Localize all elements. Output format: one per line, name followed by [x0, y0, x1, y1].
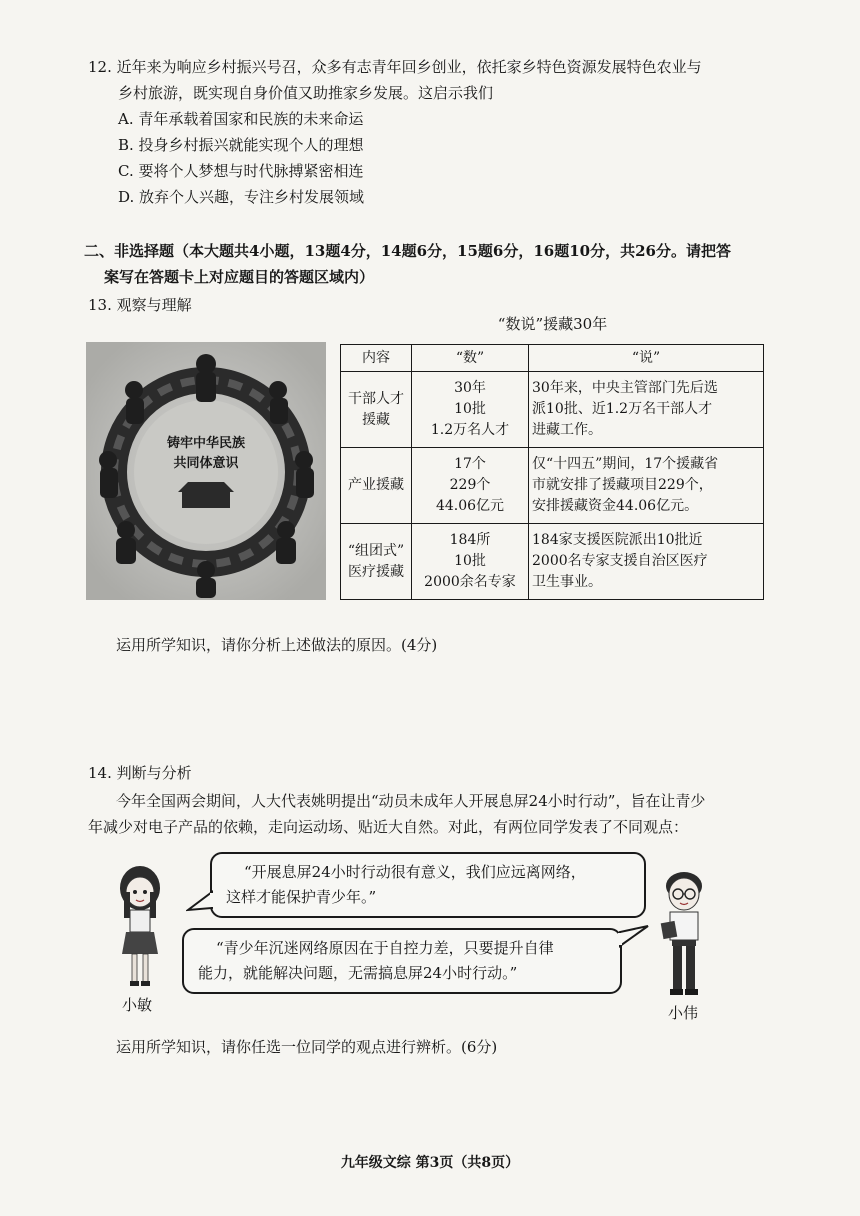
- table-cell-description: [529, 448, 764, 524]
- cell-line: 30年来，中央主管部门先后选: [532, 380, 718, 396]
- boy-bubble-tail: [616, 924, 650, 950]
- table-cell-content: [341, 372, 412, 448]
- q12-stem-line2: 乡村旅游，既实现自身价值又助推家乡发展。这启示我们: [118, 84, 494, 102]
- table-cell-numbers: [412, 448, 529, 524]
- table-header-content: 内容: [341, 345, 412, 372]
- boy-name: 小伟: [668, 1004, 699, 1022]
- q14-intro-line1: 今年全国两会期间，人大代表姚明提出“动员未成年人开展息屏24小时行动”，旨在让青少: [116, 792, 706, 810]
- q14-prompt: 运用所学知识，请你任选一位同学的观点进行辨析。(6分): [116, 1038, 498, 1056]
- q12-option-c: C. 要将个人梦想与时代脉搏紧密相连: [118, 162, 364, 180]
- cell-line: 安排援藏资金44.06亿元。: [532, 498, 699, 514]
- cell-line: 市就安排了援藏项目229个，: [532, 477, 713, 493]
- girl-speech-line1: “开展息屏24小时行动很有意义，我们应远离网络，: [244, 863, 586, 881]
- tibet-aid-table-area: [340, 312, 765, 600]
- illustration-caption-line1: 铸牢中华民族: [166, 436, 245, 451]
- girl-icon: [110, 862, 170, 990]
- q12-option-a: A. 青年承载着国家和民族的未来命运: [118, 110, 364, 128]
- cell-line: 44.06亿元: [435, 498, 505, 514]
- q13-prompt: 运用所学知识，请你分析上述做法的原因。(4分): [116, 636, 438, 654]
- table-header-description: “说”: [529, 345, 764, 372]
- cell-line: 10批: [454, 401, 486, 417]
- table-cell-content: [341, 524, 412, 600]
- cell-line: 184家支援医院派出10批近: [532, 532, 703, 548]
- q12-option-d: D. 放弃个人兴趣，专注乡村发展领域: [118, 188, 365, 206]
- boy-speech-line1: “青少年沉迷网络原因在于自控力差，只要提升自律: [216, 939, 554, 957]
- girl-figure: [110, 862, 170, 990]
- cell-line: 医疗援藏: [348, 563, 404, 580]
- cell-line: 17个: [454, 456, 486, 472]
- cell-line: 2000名专家支援自治区医疗: [532, 553, 708, 569]
- table-cell-description: [529, 524, 764, 600]
- page-footer: 九年级文综 第3页（共8页）: [340, 1155, 520, 1171]
- cell-line: 产业援藏: [348, 477, 404, 493]
- q12-option-b: B. 投身乡村振兴就能实现个人的理想: [118, 136, 364, 154]
- cell-line: “组团式”: [347, 542, 405, 559]
- table-row: [341, 524, 764, 600]
- girl-bubble-tail: [186, 890, 216, 914]
- table-cell-numbers: [412, 372, 529, 448]
- q13-title: 13. 观察与理解: [88, 296, 192, 314]
- table-header-row: [341, 345, 764, 372]
- cell-line: 184所: [449, 532, 491, 548]
- boy-speech-bubble: [182, 928, 622, 994]
- cell-line: 2000余名专家: [424, 574, 516, 590]
- girl-speech-bubble: [210, 852, 646, 918]
- section2-heading-line1: 二、非选择题（本大题共4小题，13题4分，14题6分，15题6分，16题10分，共26分。请把答: [84, 242, 731, 260]
- cell-line: 干部人才: [348, 390, 404, 407]
- illustration-caption-line2: 共同体意识: [173, 456, 239, 471]
- cell-line: 援藏: [362, 411, 390, 428]
- cell-line: 229个: [449, 477, 491, 493]
- table-cell-description: [529, 372, 764, 448]
- tibet-aid-table: [340, 344, 764, 600]
- unity-illustration: [86, 342, 326, 600]
- q14-intro-line2: 年减少对电子产品的依赖，走向运动场、贴近大自然。对此，有两位同学发表了不同观点：: [88, 818, 689, 836]
- cell-line: 进藏工作。: [532, 422, 602, 438]
- cell-line: 派10批、近1.2万名干部人才: [532, 401, 713, 417]
- cell-line: 卫生事业。: [532, 574, 602, 590]
- boy-icon: [656, 866, 712, 998]
- table-cell-content: [341, 448, 412, 524]
- girl-name: 小敏: [122, 996, 153, 1014]
- q14-title: 14. 判断与分析: [88, 764, 192, 782]
- cell-line: 仅“十四五”期间，17个援藏省: [532, 456, 719, 472]
- q12-stem-line1: 12. 近年来为响应乡村振兴号召，众多有志青年回乡创业，依托家乡特色资源发展特色农业与: [88, 58, 702, 76]
- table-header-numbers: “数”: [412, 345, 529, 372]
- boy-figure: [656, 866, 712, 998]
- table-row: [341, 448, 764, 524]
- section2-heading-line2: 案写在答题卡上对应题目的答题区域内）: [104, 268, 375, 286]
- boy-speech-line2: 能力，就能解决问题，无需搞息屏24小时行动。”: [198, 964, 518, 982]
- table-row: [341, 372, 764, 448]
- cell-line: 30年: [454, 380, 486, 396]
- table-title: “数说”援藏30年: [497, 315, 608, 333]
- girl-speech-line2: 这样才能保护青少年。”: [226, 888, 377, 906]
- cell-line: 1.2万名人才: [430, 422, 510, 438]
- table-cell-numbers: [412, 524, 529, 600]
- cell-line: 10批: [454, 553, 486, 569]
